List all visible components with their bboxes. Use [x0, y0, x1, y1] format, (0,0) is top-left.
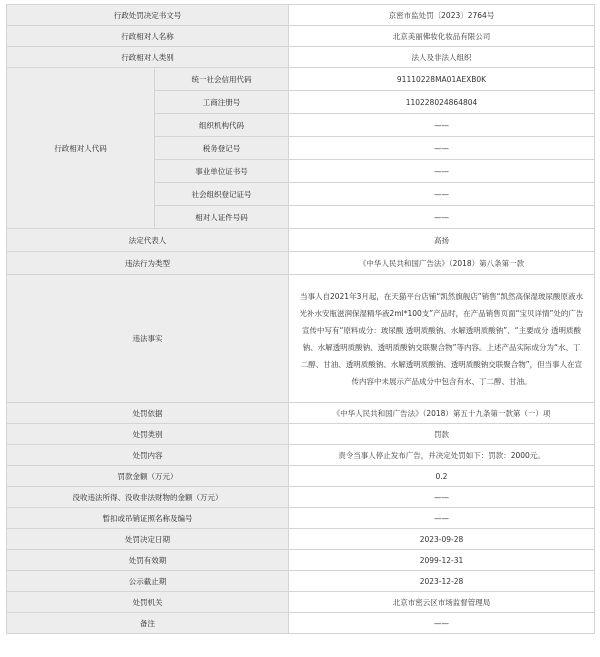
- value-facts: 当事人自2021年3月起，在天猫平台店铺“凯然旗舰店”销售“凯然高保湿玻尿酸原液水光补水安瓶滋润保湿精华液2ml*100支”产品时，在产品销售页面“宝贝详情”处的广告宣传中写有“原料成分：玻尿酸 透明质酸钠、水解透明质酸钠”、“主要成分 透明质酸钠、水解透明质酸钠、透明质酸钠交联聚合物”等内容。上述产品实际成分为“水、丁二醇、甘油、透明质酸钠、水解透明质酸钠、透明质酸钠交联聚合物”，但当事人在宣传内容中未展示产品成分中包含有水、丁二醇、甘油。: [289, 275, 595, 403]
- value-remarks: ——: [289, 613, 595, 634]
- row-penalty-type: [7, 424, 595, 445]
- row-legal-rep: [7, 229, 595, 252]
- row-remarks: [7, 613, 595, 634]
- label-penalty-content: 处罚内容: [7, 445, 289, 466]
- penalty-info-table: [6, 4, 595, 634]
- value-basis: 《中华人民共和国广告法》（2018）第五十九条第一款第（一）项: [289, 403, 595, 424]
- value-credit-code: 91110228MA01AEXB0K: [289, 68, 595, 91]
- row-valid-until: [7, 550, 595, 571]
- row-publish-deadline: [7, 571, 595, 592]
- value-party-id-no: ——: [289, 206, 595, 229]
- label-basis: 处罚依据: [7, 403, 289, 424]
- row-confiscated: [7, 487, 595, 508]
- value-authority: 北京市密云区市场监督管理局: [289, 592, 595, 613]
- label-decision-date: 处罚决定日期: [7, 529, 289, 550]
- row-facts: [7, 275, 595, 403]
- value-confiscated: ——: [289, 487, 595, 508]
- label-penalty-type: 处罚类别: [7, 424, 289, 445]
- value-valid-until: 2099-12-31: [289, 550, 595, 571]
- value-violation-type: 《中华人民共和国广告法》（2018）第八条第一款: [289, 252, 595, 275]
- label-biz-reg-no: 工商注册号: [155, 91, 289, 114]
- label-social-org-no: 社会组织登记证号: [155, 183, 289, 206]
- row-party-type: [7, 47, 595, 68]
- label-party-code-group: 行政相对人代码: [7, 68, 155, 229]
- value-doc-no: 京密市监处罚〔2023〕2764号: [289, 5, 595, 26]
- value-legal-rep: 高扬: [289, 229, 595, 252]
- label-confiscated: 没收违法所得、没收非法财物的金额（万元）: [7, 487, 289, 508]
- label-org-code: 组织机构代码: [155, 114, 289, 137]
- label-credit-code: 统一社会信用代码: [155, 68, 289, 91]
- label-publish-deadline: 公示截止期: [7, 571, 289, 592]
- label-party-name: 行政相对人名称: [7, 26, 289, 47]
- label-legal-rep: 法定代表人: [7, 229, 289, 252]
- label-tax-reg-no: 税务登记号: [155, 137, 289, 160]
- label-party-id-no: 相对人证件号码: [155, 206, 289, 229]
- label-party-type: 行政相对人类别: [7, 47, 289, 68]
- label-valid-until: 处罚有效期: [7, 550, 289, 571]
- row-decision-date: [7, 529, 595, 550]
- row-violation-type: [7, 252, 595, 275]
- row-authority: [7, 592, 595, 613]
- value-penalty-content: 责令当事人停止发布广告，并决定处罚如下：罚款：2000元。: [289, 445, 595, 466]
- row-basis: [7, 403, 595, 424]
- value-tax-reg-no: ——: [289, 137, 595, 160]
- label-authority: 处罚机关: [7, 592, 289, 613]
- label-public-inst-no: 事业单位证书号: [155, 160, 289, 183]
- row-credit-code: [7, 68, 595, 91]
- row-fine-amount: [7, 466, 595, 487]
- value-fine-amount: 0.2: [289, 466, 595, 487]
- label-remarks: 备注: [7, 613, 289, 634]
- label-fine-amount: 罚款金额（万元）: [7, 466, 289, 487]
- row-party-name: [7, 26, 595, 47]
- penalty-info-panel: [6, 4, 594, 634]
- value-penalty-type: 罚款: [289, 424, 595, 445]
- label-violation-type: 违法行为类型: [7, 252, 289, 275]
- label-doc-no: 行政处罚决定书文号: [7, 5, 289, 26]
- value-org-code: ——: [289, 114, 595, 137]
- value-biz-reg-no: 110228024864804: [289, 91, 595, 114]
- value-license-revoked: ——: [289, 508, 595, 529]
- value-party-name: 北京美丽佛妆化妆品有限公司: [289, 26, 595, 47]
- value-social-org-no: ——: [289, 183, 595, 206]
- row-license-revoked: [7, 508, 595, 529]
- label-facts: 违法事实: [7, 275, 289, 403]
- label-license-revoked: 暂扣或吊销证照名称及编号: [7, 508, 289, 529]
- row-penalty-content: [7, 445, 595, 466]
- value-publish-deadline: 2023-12-28: [289, 571, 595, 592]
- row-doc-no: [7, 5, 595, 26]
- value-public-inst-no: ——: [289, 160, 595, 183]
- value-decision-date: 2023-09-28: [289, 529, 595, 550]
- value-party-type: 法人及非法人组织: [289, 47, 595, 68]
